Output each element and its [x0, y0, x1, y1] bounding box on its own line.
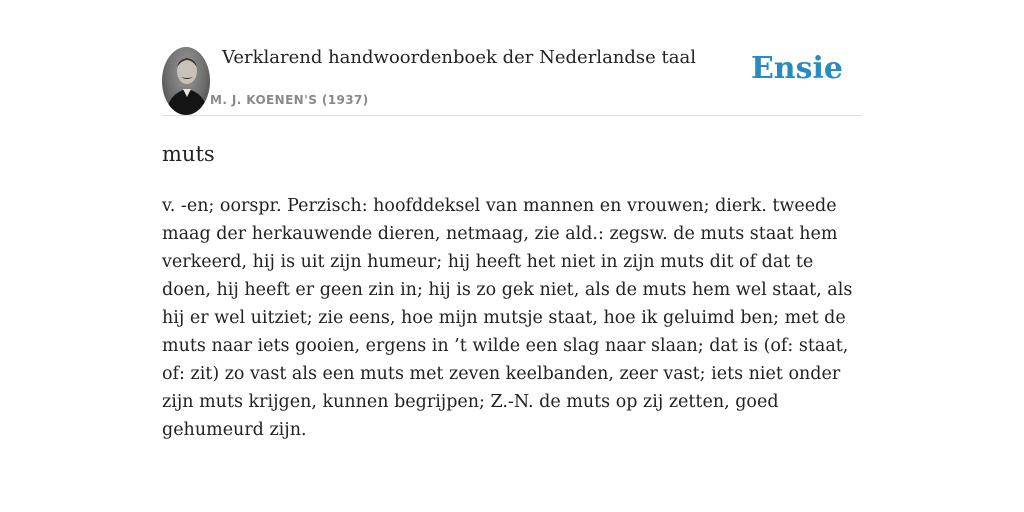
book-author: M. J. KOENEN'S (1937)	[210, 93, 369, 107]
entry-headword: muts	[162, 142, 215, 166]
book-header	[162, 46, 862, 116]
ensie-logo-link[interactable]: Ensie	[750, 51, 843, 86]
entry-definition: v. -en; oorspr. Perzisch: hoofddeksel van mannen en vrouwen; dierk. tweede maag der herkauwende dieren, netmaag, zie ald.: zegsw. de muts staat hem verkeerd, hij is uit zijn humeur; hij heeft het niet in zijn muts dit of dat te doen, hij heeft er geen zin in; hij is zo gek niet, als de muts hem wel staat, als hij er wel uitziet; zie eens, hoe mijn mutsje staat, hoe ik geluimd ben; met de muts naar iets gooien, ergens in ’t wilde een slag naar slaan; dat is (of: staat, of: zit) zo vast als een muts met zeven keelbanden, zeer vast; iets niet onder zijn muts krijgen, kunnen begrijpen; Z.-N. de muts op zij zetten, goed gehumeurd zijn.	[162, 196, 853, 440]
author-portrait-icon	[162, 47, 210, 115]
author-portrait-svg	[162, 47, 210, 115]
book-title[interactable]: Verklarend handwoordenboek der Nederlandse taal	[222, 47, 696, 68]
